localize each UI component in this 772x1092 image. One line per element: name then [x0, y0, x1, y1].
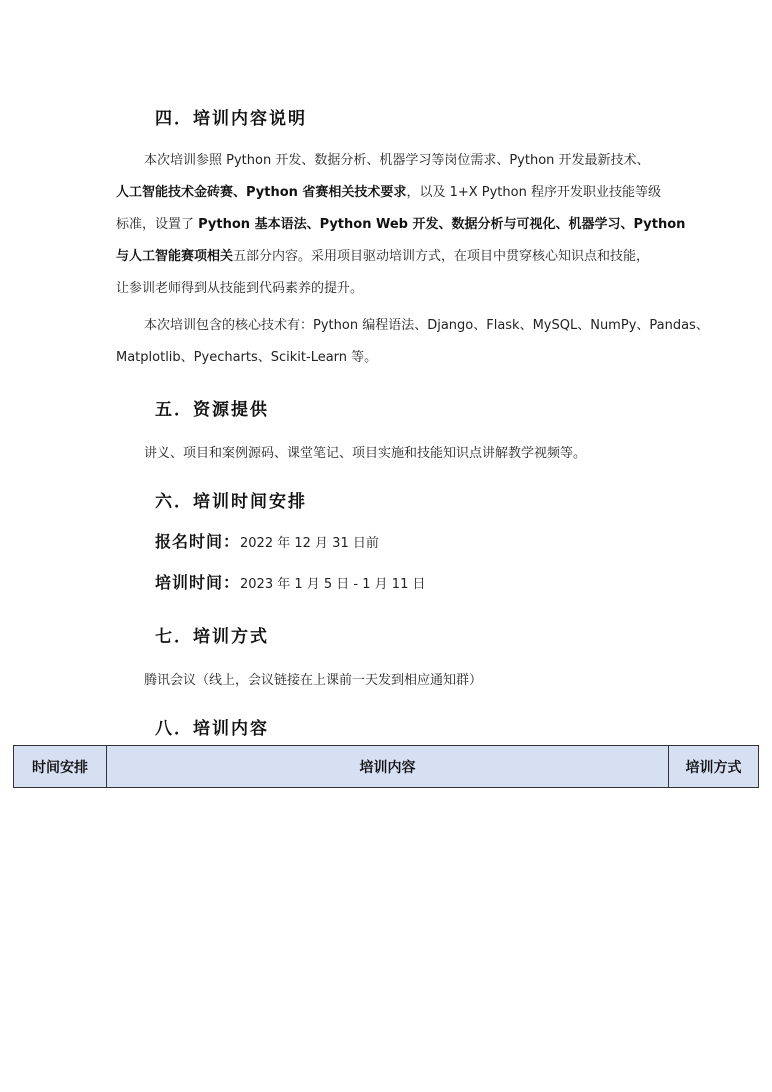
column-header-method: 培训方式	[669, 746, 759, 788]
section-4-heading: 四．培训内容说明	[155, 109, 307, 129]
paragraph-line	[116, 241, 656, 273]
training-time-label: 培训时间：	[155, 573, 241, 592]
registration-time-value: 2022 年 12 月 31 日前	[240, 536, 379, 551]
section-8-heading: 八．培训内容	[155, 719, 269, 739]
bold-text-run: 与人工智能赛项相关	[116, 249, 234, 264]
column-header-time: 时间安排	[14, 746, 107, 788]
section-6-heading: 六．培训时间安排	[155, 492, 307, 512]
paragraph-line: Matplotlib、Pyecharts、Scikit-Learn 等。	[116, 350, 378, 365]
text-run: 让参训老师得到从技能到代码素养的提升。	[116, 281, 364, 296]
section-5-text: 讲义、项目和案例源码、课堂笔记、项目实施和技能知识点讲解教学视频等。	[144, 446, 587, 461]
section-5-heading: 五．资源提供	[155, 400, 269, 420]
paragraph-line: 本次培训包含的核心技术有：Python 编程语法、Django、Flask、MySQL、NumPy、Pandas、	[144, 318, 709, 333]
section-7-text: 腾讯会议（线上，会议链接在上课前一天发到相应通知群）	[144, 673, 483, 688]
paragraph-line	[116, 273, 656, 305]
training-time-value: 2023 年 1 月 5 日 - 1 月 11 日	[240, 577, 426, 592]
bold-text-run: 人工智能技术金砖赛、Python 省赛相关技术要求	[116, 185, 407, 200]
registration-time-label: 报名时间：	[155, 532, 241, 551]
training-time-row	[155, 570, 425, 593]
text-run: 标准，设置了	[116, 217, 199, 232]
bold-text-run: Python 基本语法、Python Web 开发、数据分析与可视化、机器学习、Python	[198, 217, 686, 232]
paragraph-line	[116, 209, 686, 241]
paragraph-line	[116, 177, 661, 209]
training-schedule-table	[13, 745, 759, 788]
table-header-row	[14, 746, 759, 788]
section-4-paragraph-2	[116, 310, 709, 374]
section-7-heading: 七．培训方式	[155, 627, 269, 647]
section-4-paragraph-1	[116, 145, 686, 305]
text-run: 本次培训参照 Python 开发、数据分析、机器学习等岗位需求、Python 开发最新技术、	[144, 153, 650, 168]
paragraph-line	[116, 145, 656, 177]
text-run: 五部分内容。采用项目驱动培训方式，在项目中贯穿核心知识点和技能，	[233, 249, 650, 264]
text-run: ，以及 1+X Python 程序开发职业技能等级	[406, 185, 661, 200]
column-header-content: 培训内容	[107, 746, 669, 788]
registration-time-row	[155, 529, 379, 552]
